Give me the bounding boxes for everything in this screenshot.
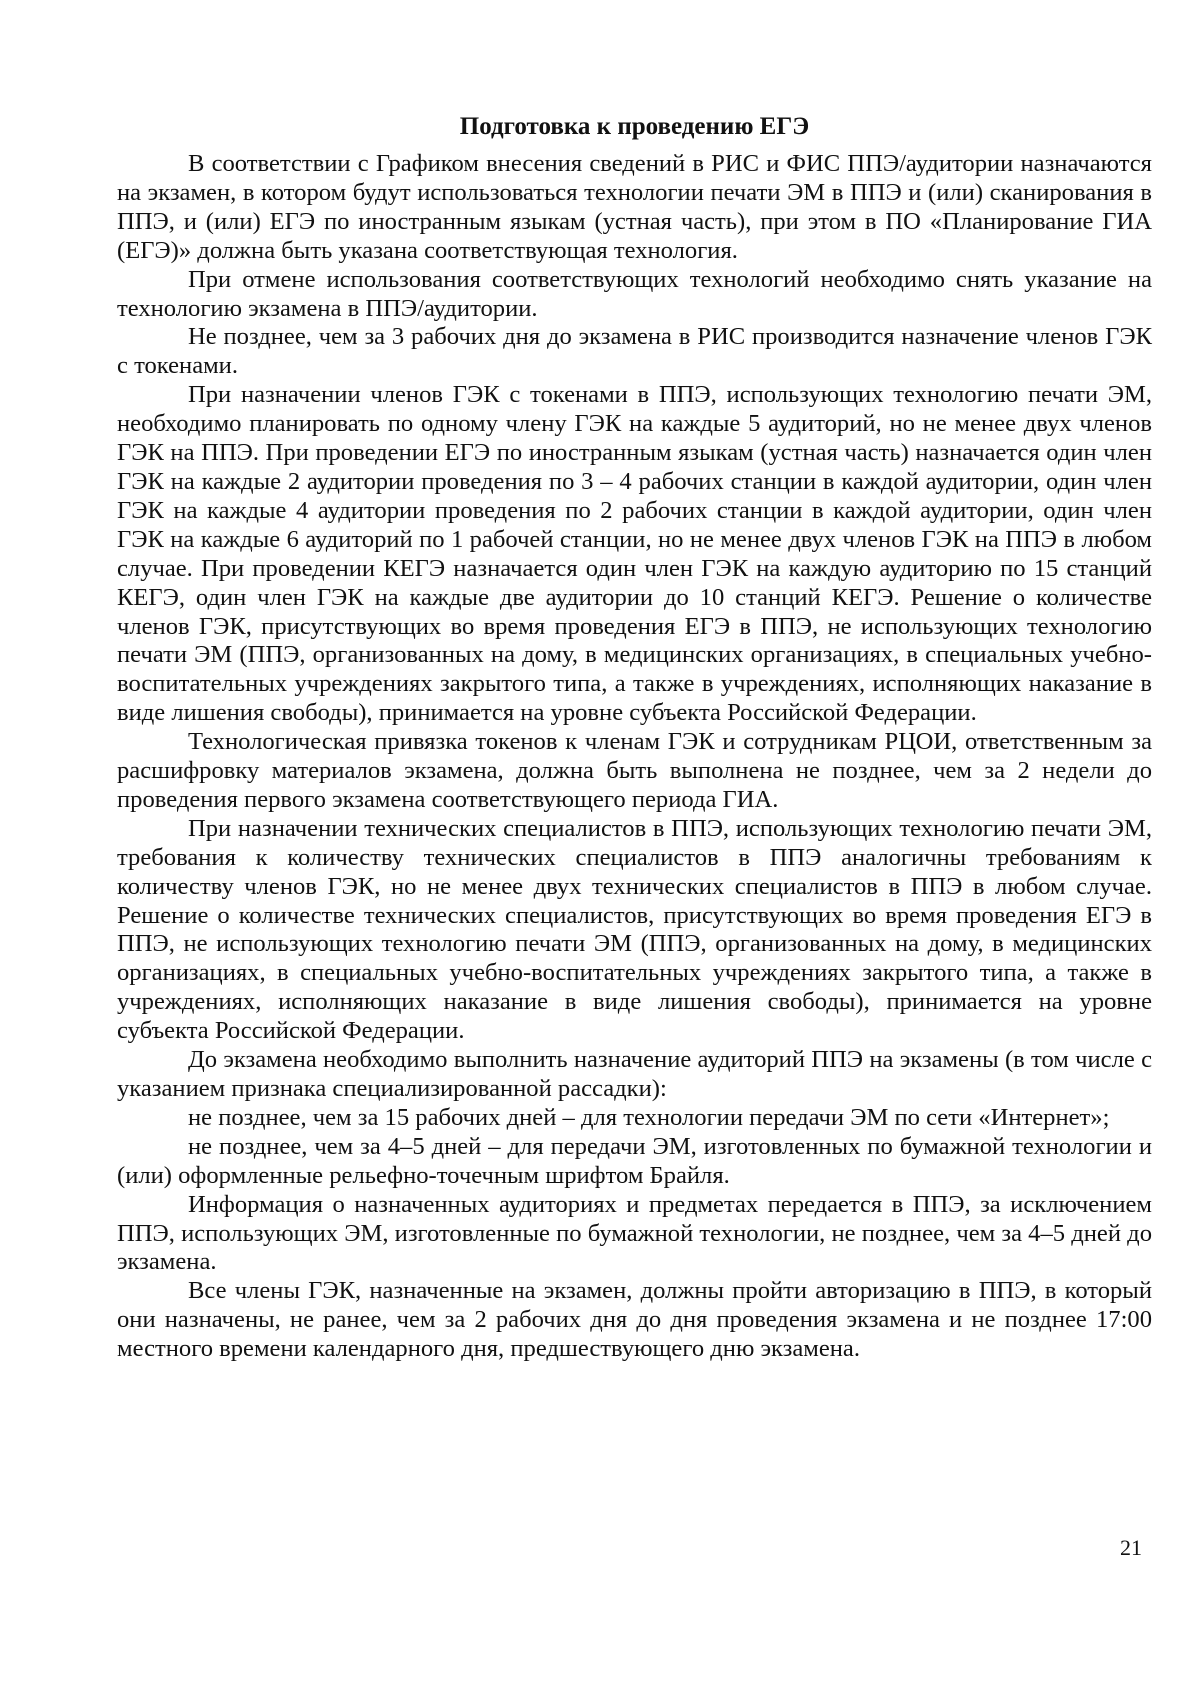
paragraph-tech-cancel: При отмене использования соответствующих технологий необходимо снять указание на технологию экзамена в ППЭ/аудитории. xyxy=(117,265,1152,322)
paragraph-auditorium-assignment: До экзамена необходимо выполнить назначение аудиторий ППЭ на экзамены (в том числе с указанием признака специализированной рассадки): xyxy=(117,1046,1152,1102)
page-number: 21 xyxy=(1120,1535,1142,1560)
page-title: Подготовка к проведению ЕГЭ xyxy=(459,113,810,140)
paragraph-token-binding: Технологическая привязка токенов к членам ГЭК и сотрудникам РЦОИ, ответственным за расшифровку материалов экзамена, должна быть выполнена не позднее, чем за 2 недели до проведения первого экзамена соответствующего периода ГИА. xyxy=(117,728,1152,813)
paragraph-internet-deadline: не позднее, чем за 15 рабочих дней – для технологии передачи ЭМ по сети «Интернет»; xyxy=(188,1103,1110,1131)
paragraph-gek-assignment: При назначении членов ГЭК с токенами в ППЭ, использующих технологию печати ЭМ, необходимо планировать по одному члену ГЭК на каждые 5 аудиторий, но не менее двух членов ГЭК на ППЭ. При проведении ЕГЭ по иностранным языкам (устная часть) назначается один член ГЭК на каждые 2 аудитории проведения по 3 – 4 рабочих станции в каждой аудитории, один член ГЭК на каждые 4 аудитории проведения по 2 рабочих станции в каждой аудитории, один член ГЭК на каждые 6 аудиторий по 1 рабочей станции, но не менее двух членов ГЭК на ППЭ в любом случае. При проведении КЕГЭ назначается один член ГЭК на каждую аудиторию по 15 станций КЕГЭ, один член ГЭК на каждые две аудитории до 10 станций КЕГЭ. Решение о количестве членов ГЭК, присутствующих во время проведения ЕГЭ в ППЭ, не использующих технологию печати ЭМ (ППЭ, организованных на дому, в медицинских организациях, в специальных учебно-воспитательных учреждениях закрытого типа, а также в учреждениях, исполняющих наказание в виде лишения свободы), принимается на уровне субъекта Российской Федерации. xyxy=(117,381,1152,727)
paragraph-info-transfer: Информация о назначенных аудиториях и предметах передается в ППЭ, за исключением ППЭ, использующих ЭМ, изготовленные по бумажной технологии, не позднее, чем за 4–5 дней до экзамена. xyxy=(117,1190,1152,1276)
paragraph-tech-assignment: В соответствии с Графиком внесения сведений в РИС и ФИС ППЭ/аудитории назначаются на экзамен, в котором будут использоваться технологии печати ЭМ в ППЭ и (или) сканирования в ППЭ, и (или) ЕГЭ по иностранным языкам (устная часть), при этом в ПО «Планирование ГИА (ЕГЭ)» должна быть указана соответствующая технология. xyxy=(117,150,1152,264)
paragraph-paper-deadline: не позднее, чем за 4–5 дней – для передачи ЭМ, изготовленных по бумажной технологии и (или) оформленные рельефно-точечным шрифтом Брайля. xyxy=(117,1132,1152,1189)
paragraph-gek-authorization: Все члены ГЭК, назначенные на экзамен, должны пройти авторизацию в ППЭ, в который они назначены, не ранее, чем за 2 рабочих дня до дня проведения экзамена и не позднее 17:00 местного времени календарного дня, предшествующего дню экзамена. xyxy=(117,1277,1152,1363)
paragraph-gek-deadline: Не позднее, чем за 3 рабочих дня до экзамена в РИС производится назначение членов ГЭК с токенами. xyxy=(117,323,1152,380)
paragraph-tech-specialists: При назначении технических специалистов в ППЭ, использующих технологию печати ЭМ, требования к количеству технических специалистов в ППЭ аналогичны требованиям к количеству членов ГЭК, но не менее двух технических специалистов в ППЭ в любом случае. Решение о количестве технических специалистов, присутствующих во время проведения ЕГЭ в ППЭ, не использующих технологию печати ЭМ (ППЭ, организованных на дому, в медицинских организациях, в специальных учебно-воспитательных учреждениях закрытого типа, а также в учреждениях, исполняющих наказание в виде лишения свободы), принимается на уровне субъекта Российской Федерации. xyxy=(117,814,1152,1045)
document-body xyxy=(117,112,1152,1364)
